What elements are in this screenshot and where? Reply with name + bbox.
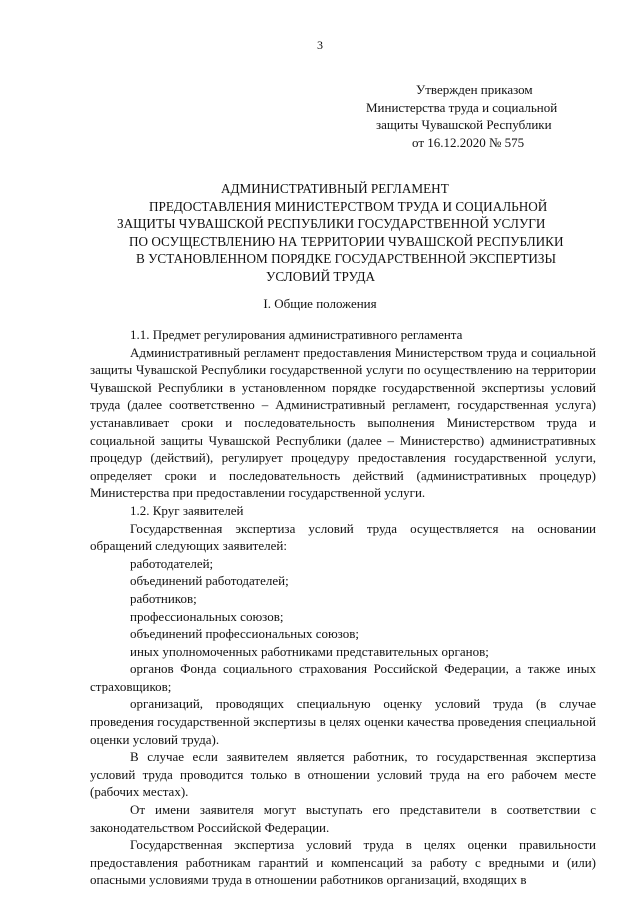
approval-line: от 16.12.2020 № 575 [412,134,525,150]
page-number: 3 [317,38,323,52]
title-line: В УСТАНОВЛЕННОМ ПОРЯДКЕ ГОСУДАРСТВЕННОЙ ЭКСПЕРТИЗЫ [136,251,557,267]
title-line: УСЛОВИЙ ТРУДА [266,268,375,284]
list-item: объединений профессиональных союзов; [130,626,359,642]
paragraph: Государственная экспертиза условий труда осуществляется на основании обращений следующих заявителей: [90,520,596,554]
paragraph: организаций, проводящих специальную оценку условий труда (в случае проведения государственной экспертизы в целях оценки качества проведения специальной оценки условий труда). [90,696,596,747]
title-line: ПРЕДОСТАВЛЕНИЯ МИНИСТЕРСТВОМ ТРУДА И СОЦИАЛЬНОЙ [149,198,548,214]
subsection-heading: 1.2. Круг заявителей [130,502,244,518]
paragraph: Государственная экспертиза условий труда в целях оценки правильности предоставления работникам гарантий и компенсаций за работу с вредными и (или) опасными условиями труда в отношении работников организаций, входящих в [90,837,596,888]
paragraph: Административный регламент предоставления Министерством труда и социальной защиты Чувашской Республики государственной услуги по осуществлению на территории Чувашской Республики в установленном порядке государственной экспертизы условий труда (далее соответственно – Административный регламент, государственная услуга) устанавливает сроки и последовательность выполнения Министерством труда и социальной защиты Чувашской Республики (далее – Министерство) административных процедур (действий), регулирует процедуру предоставления государственной услуги, определяет сроки и последовательность действий (административных процедур) Министерства при предоставлении государственной услуги. [90,344,596,501]
title-line: ЗАЩИТЫ ЧУВАШСКОЙ РЕСПУБЛИКИ ГОСУДАРСТВЕННОЙ УСЛУГИ [117,216,546,232]
paragraph: органов Фонда социального страхования Российской Федерации, а также иных страховщиков; [90,661,596,694]
title-line: АДМИНИСТРАТИВНЫЙ РЕГЛАМЕНТ [221,181,449,196]
subsection-heading: 1.1. Предмет регулирования административного регламента [130,327,463,342]
list-item: работников; [130,590,197,606]
section-heading: I. Общие положения [263,296,377,311]
list-item: объединений работодателей; [130,573,289,589]
approval-stamp [0,81,640,151]
document-body [90,326,596,889]
paragraph: От имени заявителя могут выступать его представители в соответствии с законодательством Российской Федерации. [90,802,596,835]
list-item: профессиональных союзов; [130,608,284,624]
document-title [0,180,640,286]
approval-line: Министерства труда и социальной [366,99,558,115]
list-item: работодателей; [130,555,214,571]
list-item: иных уполномоченных работниками представительных органов; [130,643,489,659]
paragraph: В случае если заявителем является работник, то государственная экспертиза условий труда проводится только в отношении условий труда на его рабочем месте (рабочих местах). [90,749,596,800]
title-line: ПО ОСУЩЕСТВЛЕНИЮ НА ТЕРРИТОРИИ ЧУВАШСКОЙ РЕСПУБЛИКИ [129,233,564,249]
approval-line: защиты Чувашской Республики [376,117,552,132]
approval-line: Утвержден приказом [416,82,533,97]
